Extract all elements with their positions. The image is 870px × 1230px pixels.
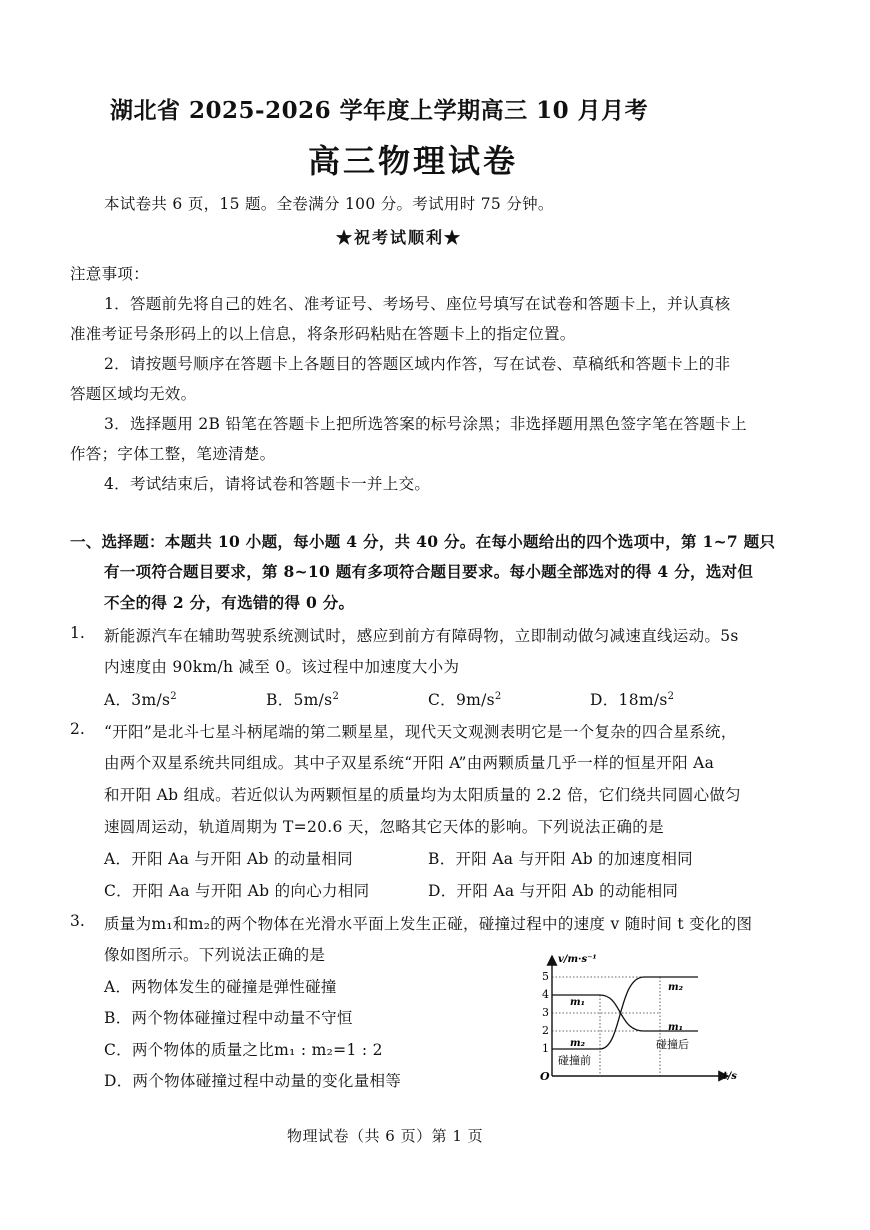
question-text: 像如图所示。下列说法正确的是 [104,946,326,964]
y-axis-label: v/m·s⁻¹ [558,954,597,965]
y-tick-label: 2 [542,1024,549,1037]
option-c: C．两个物体的质量之比m₁ : m₂=1 : 2 [104,1041,383,1059]
series-label: m₂ [668,982,683,993]
after-collision-label: 碰撞后 [656,1038,689,1051]
question-text: 由两个双星系统共同组成。其中子双星系统“开阳 A”由两颗质量几乎一样的恒星开阳 Aa [104,754,715,772]
option-a: A．两物体发生的碰撞是弹性碰撞 [104,978,337,996]
option-b: B．两个物体碰撞过程中动量不守恒 [104,1009,353,1027]
exam-title: 湖北省 2025-2026 学年度上学期高三 10 月月考 [110,97,649,124]
question-number: 1. [70,624,85,642]
question-text: 质量为m₁和m₂的两个物体在光滑水平面上发生正碰，碰撞过程中的速度 v 随时间 t 变化的图 [104,915,753,933]
y-tick-label: 4 [542,988,549,1001]
notice-line: 答题区域均无效。 [70,385,197,403]
option-d: D．两个物体碰撞过程中动量的变化量相等 [104,1072,402,1090]
y-tick-label: 3 [542,1006,549,1019]
notice-line: 4．考试结束后，请将试卷和答题卡一并上交。 [104,475,431,493]
y-tick-label: 5 [542,970,549,983]
notice-line: 准准考证号条形码上的以上信息，将条形码粘贴在答题卡上的指定位置。 [70,325,576,343]
section-heading: 有一项符合题目要求，第 8~10 题有多项符合题目要求。每小题全部选对的得 4 分，选对但 [104,562,754,581]
section-heading: 一、选择题：本题共 10 小题，每小题 4 分，共 40 分。在每小题给出的四个选项中，第 1~7 题只 [70,532,776,551]
series-label: m₂ [570,1038,585,1049]
notice-line: 作答；字体工整，笔迹清楚。 [70,445,276,463]
before-collision-label: 碰撞前 [558,1054,591,1067]
question-text: “开阳”是北斗七星斗柄尾端的第二颗星星，现代天文观测表明它是一个复杂的四合星系统， [104,723,737,741]
exam-subtitle: 高三物理试卷 [308,142,519,180]
option-d: D．开阳 Aa 与开阳 Ab 的动能相同 [428,882,679,900]
option-a: A．开阳 Aa 与开阳 Ab 的动量相同 [104,850,353,868]
x-axis-label: t/s [723,1071,737,1082]
notice-line: 2．请按题号顺序在答题卡上各题目的答题区域内作答，写在试卷、草稿纸和答题卡上的非 [104,355,731,373]
velocity-time-graph [518,948,748,1088]
notice-line: 1．答题前先将自己的姓名、准考证号、考场号、座位号填写在试卷和答题卡上，并认真核 [104,295,731,313]
notice-line: 3．选择题用 2B 铅笔在答题卡上把所选答案的标号涂黑；非选择题用黑色签字笔在答题卡上 [104,415,747,433]
question-number: 2. [70,720,85,738]
question-text: 和开阳 Ab 组成。若近似认为两颗恒星的质量均为太阳质量的 2.2 倍，它们绕共同圆心做匀 [104,786,741,804]
exam-info: 本试卷共 6 页，15 题。全卷满分 100 分。考试用时 75 分钟。 [104,195,554,213]
option-b: B．开阳 Aa 与开阳 Ab 的加速度相同 [428,850,693,868]
option-c: C．开阳 Aa 与开阳 Ab 的向心力相同 [104,882,370,900]
option-a: A．$3m/s^2$ [104,690,177,709]
section-heading: 不全的得 2 分，有选错的得 0 分。 [104,593,355,612]
blessing: ★祝考试顺利★ [336,228,463,247]
series-label: m₁ [668,1022,683,1033]
question-number: 3. [70,912,85,930]
series-label: m₁ [570,997,585,1008]
question-text: 新能源汽车在辅助驾驶系统测试时，感应到前方有障碍物，立即制动做匀减速直线运动。5s [104,627,739,645]
option-c: C．$9m/s^2$ [428,690,502,709]
question-text: 速圆周运动，轨道周期为 T=20.6 天，忽略其它天体的影响。下列说法正确的是 [104,818,664,836]
notice-title: 注意事项： [70,265,150,283]
y-tick-label: 1 [542,1042,549,1055]
origin-label: O [540,1070,550,1083]
option-d: D．$18m/s^2$ [590,690,675,709]
option-b: B．$5m/s^2$ [266,690,340,709]
page-footer: 物理试卷（共 6 页）第 1 页 [287,1127,484,1145]
question-text: 内速度由 90km/h 减至 0。该过程中加速度大小为 [104,658,460,676]
